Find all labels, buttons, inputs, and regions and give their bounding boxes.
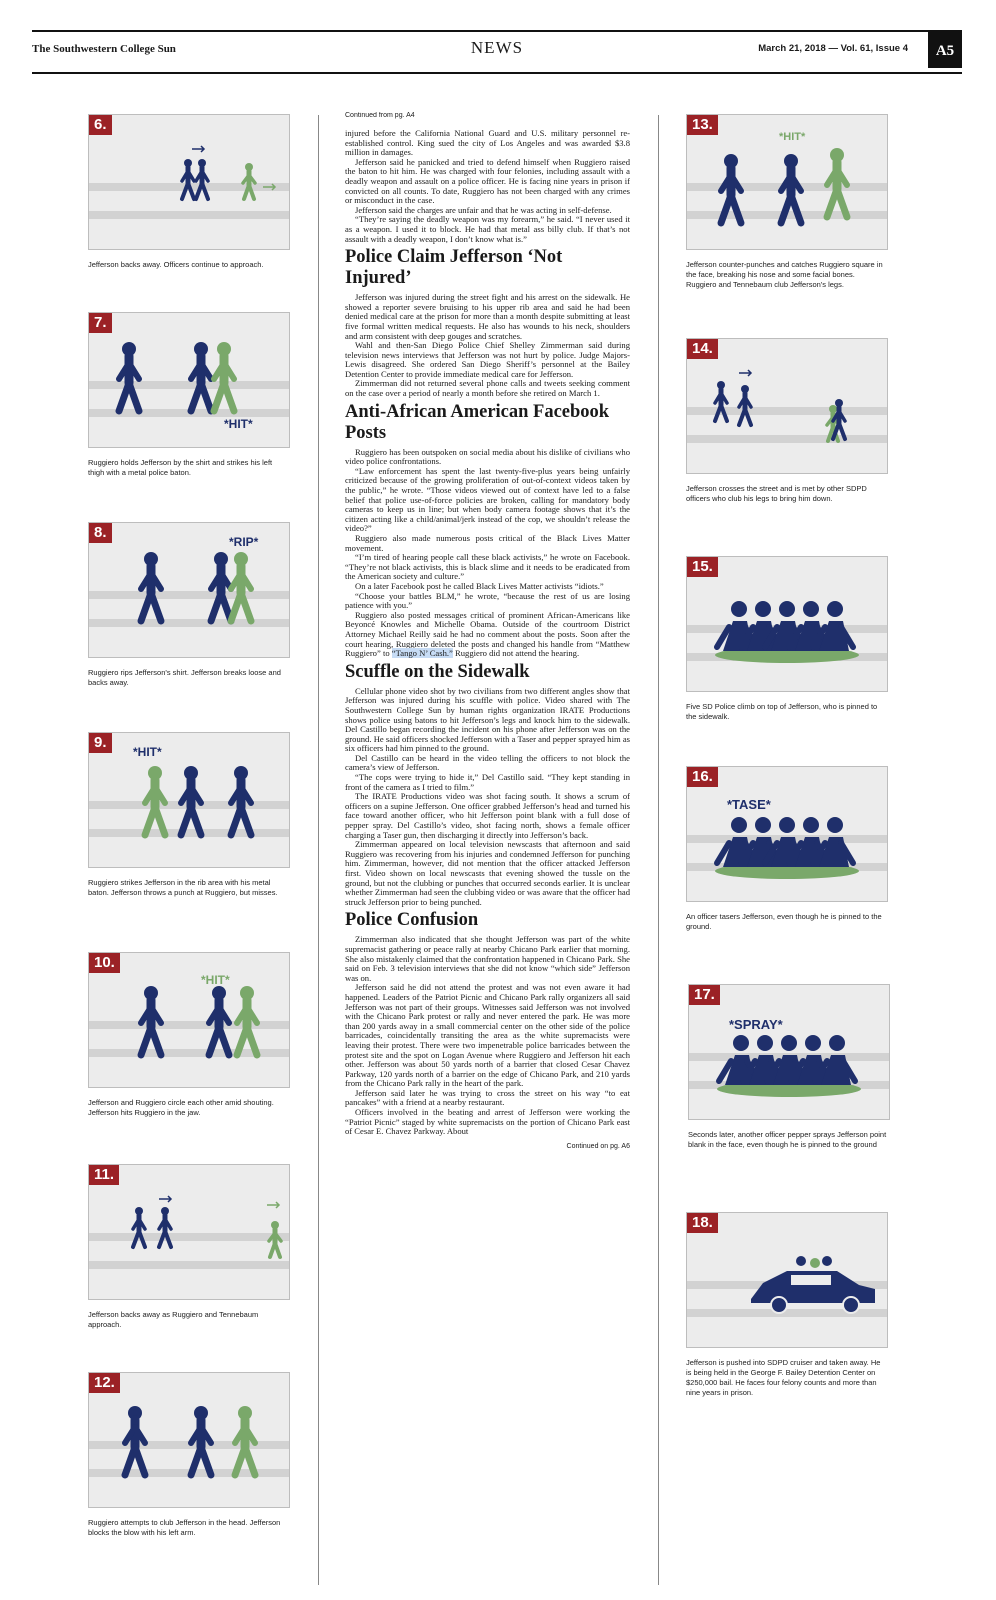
- panel-art: [89, 313, 289, 447]
- paragraph: Jefferson said he did not attend the protest and was not even aware it had happened. Leaders of the Patriot Picnic and Chicano Park rally organizers all said Jefferson was not part of their groups. Witnesses said Jefferson was not involved with the Chicano Park protest or rally and never entered the park. He was more than 200 yards away in a small commercial center on the other side of the police barricades, coincidentally transiting the area as the white supremacists were leaving their protest. There were two impenetrable police barricades between the protest site and the spot on Logan Avenue where Ruggiero and Jefferson hit each other. Jefferson was about 50 yards north of a barrier that closed Cesar Chavez Parkway, 120 yards north of a barrier on the edge of Chicano Park, and 210 yards from the Chicano Park rally in the heart of the park.: [345, 982, 630, 1089]
- comic-panel-18: [686, 1212, 886, 1398]
- sound-effect: *RIP*: [229, 535, 259, 549]
- panel-caption: Jefferson crosses the street and is met by other SDPD officers who club his legs to bring him down.: [686, 484, 867, 503]
- comic-panel-13: [686, 114, 886, 290]
- sound-effect: *SPRAY*: [729, 1017, 783, 1032]
- panel-illustration: [88, 1372, 290, 1508]
- comic-panel-10: [88, 952, 288, 1118]
- panel-illustration: [686, 556, 888, 692]
- panel-art: [89, 1373, 289, 1507]
- paragraph: [345, 611, 630, 659]
- paragraph: Officers involved in the beating and arrest of Jefferson were working the “Patriot Picnic” staged by white supremacists on the portion of Chicano Park east of Cesar E. Chavez Parkway. About: [345, 1107, 630, 1137]
- page-number: A5: [928, 32, 962, 68]
- paragraph-text: Ruggiero also posted messages critical of prominent African-Americans like Beyoncé Knowles and Michelle Obama. Outside of the courtroom District Attorney Michael Reilly said he had no comment about the posts. Soon after the court hearing, Ruggiero deleted the posts and changed his handle from “Matthew Ruggiero” to: [345, 609, 630, 659]
- subheading: Police Confusion: [345, 910, 479, 931]
- panel-caption: Ruggiero attempts to club Jefferson in the head. Jefferson blocks the blow with his left arm.: [88, 1518, 281, 1537]
- paragraph: “The cops were trying to hide it,” Del Castillo said. “They kept standing in front of the camera as I tried to film.”: [345, 772, 630, 792]
- panel-number: 11.: [89, 1165, 119, 1185]
- panel-illustration: [88, 114, 290, 250]
- panel-illustration: [686, 766, 888, 902]
- sound-effect: *HIT*: [224, 417, 253, 431]
- section-title: NEWS: [470, 38, 524, 57]
- comic-panel-8: [88, 522, 288, 688]
- panel-illustration: [686, 1212, 888, 1348]
- paragraph: “Choose your battles BLM,” he wrote, “because the rest of us are losing patience with you.”: [345, 590, 630, 611]
- panel-art: [687, 339, 887, 473]
- panel-art: [89, 733, 289, 867]
- paragraph: “They’re saying the deadly weapon was my forearm,” he said. “I never used it as a weapon. I used it to block. He had that metal ass billy club. If that’s not assault with a deadly weapon, I don’t know what is.”: [345, 214, 630, 244]
- paragraph: Jefferson said later he was trying to cross the street on his way “to eat pancakes” with a friend at a nearby restaurant.: [345, 1087, 630, 1108]
- panel-art: [687, 1213, 887, 1347]
- paragraph: The IRATE Productions video was shot facing south. It shows a scrum of officers on a supine Jefferson. One officer grabbed Jefferson’s head and turned his face toward another officer, who hit Jefferson point blank with a full dose of pepper spray. Del Castillo’s video, shot facing north, shows a female officer charging a Taser gun, then discharging it directly into Jefferson’s back.: [345, 791, 630, 840]
- continued-from: Continued from pg. A4: [345, 112, 415, 119]
- panel-number: 16.: [687, 767, 718, 787]
- paragraph: Zimmerman appeared on local television newscasts that afternoon and said Ruggiero was recovering from his injuries and condemned Jefferson for punching him. Zimmerman, however, did not mention that the officer attacked Jefferson first. Video shown on local newscasts that evening showed the tussle on the ground, but not the clubbing or punches that occurred seconds earlier. It is unclear whether Zimmerman had seen the clubbing video or was aware that the officer had struck Jefferson prior to being punched.: [345, 839, 630, 907]
- comic-panel-14: [686, 338, 886, 504]
- panel-illustration: [88, 732, 290, 868]
- paragraph: On a later Facebook post he called Black Lives Matter activists “idiots.”: [355, 580, 604, 591]
- panel-caption: Jefferson and Ruggiero circle each other amid shouting. Jefferson hits Ruggiero in the jaw.: [88, 1098, 274, 1117]
- panel-number: 7.: [89, 313, 112, 333]
- subheading: Scuffle on the Sidewalk: [345, 661, 530, 682]
- paragraph: “I’m tired of hearing people call these black activists,” he wrote on Facebook. “They’re not black activists, this is black slime and it needs to be eradicated from the American society and culture.”: [345, 552, 630, 582]
- sound-effect: *HIT*: [201, 973, 230, 987]
- comic-panel-12: [88, 1372, 288, 1538]
- masthead: [32, 30, 962, 74]
- column-rule-right: [658, 115, 659, 1585]
- subheading: Anti-African American Facebook Posts: [345, 401, 610, 443]
- continued-on: Continued on pg. A6: [566, 1142, 630, 1150]
- panel-number: 13.: [687, 115, 718, 135]
- article-column: [345, 112, 630, 1582]
- paper-name: The Southwestern College Sun: [32, 43, 176, 55]
- panel-caption: Jefferson backs away as Ruggiero and Tennebaum approach.: [88, 1310, 259, 1329]
- panel-illustration: [688, 984, 890, 1120]
- panel-caption: Jefferson backs away. Officers continue to approach.: [88, 260, 264, 269]
- panel-number: 8.: [89, 523, 112, 543]
- panel-caption: Jefferson is pushed into SDPD cruiser and taken away. He is being held in the George F. Bailey Detention Center on $250,000 bail. He faces four felony counts and more than nine years in prison.: [686, 1358, 881, 1397]
- comic-panel-7: [88, 312, 288, 478]
- paragraph: Cellular phone video shot by two civilians from two different angles show that Jefferson was injured during his scuffle with police. Video shared with The Southwestern College Sun by human rights organization IRATE Productions shows police using batons to hit Jefferson’s legs and knock him to the sidewalk. Del Castillo began recording the incident on his phone after Jefferson was on the ground. He said officers shocked Jefferson with a Taser and pepper sprayed him as six officers had him pinned to the ground.: [345, 685, 630, 754]
- paragraph: Del Castillo can be heard in the video telling the officers to not block the camera’s view of Jefferson.: [345, 752, 630, 773]
- subheading: Police Claim Jefferson ‘Not Injured’: [345, 247, 563, 289]
- paragraph: Ruggiero also made numerous posts critical of the Black Lives Matter movement.: [345, 533, 630, 553]
- paragraph: Ruggiero has been outspoken on social media about his dislike of civilians who video police confrontations.: [345, 446, 630, 467]
- highlighted-text[interactable]: “Tango N’ Cash.”: [391, 648, 453, 659]
- panel-caption: Ruggiero rips Jefferson's shirt. Jefferson breaks loose and backs away.: [88, 668, 281, 687]
- panel-illustration: [88, 952, 290, 1088]
- panel-number: 6.: [89, 115, 112, 135]
- comic-panel-16: [686, 766, 886, 932]
- comic-panel-9: [88, 732, 288, 898]
- panel-caption: Jefferson counter-punches and catches Ruggiero square in the face, breaking his nose and some facial bones. Ruggiero and Tennebaum club Jefferson's legs.: [686, 260, 883, 289]
- paragraph-text: Ruggiero did not attend the hearing.: [452, 648, 580, 659]
- issue-info: March 21, 2018 — Vol. 61, Issue 4: [758, 43, 908, 54]
- panel-caption: Ruggiero holds Jefferson by the shirt and strikes his left thigh with a metal police baton.: [88, 458, 273, 477]
- panel-art: [687, 767, 887, 901]
- panel-art: [89, 523, 289, 657]
- sound-effect: *HIT*: [133, 745, 162, 759]
- comic-panel-17: [688, 984, 888, 1150]
- panel-illustration: [88, 522, 290, 658]
- panel-number: 12.: [89, 1373, 120, 1393]
- panel-art: [689, 985, 889, 1119]
- panel-number: 9.: [89, 733, 112, 753]
- paragraph: Jefferson was injured during the street fight and his arrest on the sidewalk. He showed a reporter severe bruising to his upper rib area and said he had been denied medical care at the prison for more than a month despite submitting at least five formal written medical requests. He also has wounds to his neck, shoulders and arm consistent with deep gouges and scratches.: [345, 292, 630, 341]
- paragraph: “Law enforcement has spent the last twenty-five-plus years being unfairly criticized because of the growing proliferation of out-of-context videos taken by the public,” he wrote. “Those videos viewed out of context have led to a false belief that police use-of-force policies are broken, calling for mandatory body cameras to keep us in line; but when body camera footage shows that it’s the citizen acting like a child/animal/jerk instead of the cop, we shouldn’t release the video?”: [345, 465, 630, 534]
- panel-art: [89, 953, 289, 1087]
- panel-caption: Five SD Police climb on top of Jefferson, who is pinned to the sidewalk.: [686, 702, 878, 721]
- panel-art: [89, 1165, 289, 1299]
- panel-illustration: [686, 114, 888, 250]
- panel-number: 14.: [687, 339, 718, 359]
- paragraph: Zimmerman also indicated that she thought Jefferson was part of the white supremacist gathering or peace rally at nearby Chicano Park earlier that morning. She also mistakenly claimed that the confrontation happened in Chicano Park. She said on Feb. 3 television interviews that she did not know “which side” Jefferson was on.: [345, 934, 630, 983]
- panel-number: 10.: [89, 953, 120, 973]
- panel-illustration: [88, 312, 290, 448]
- column-rule-left: [318, 115, 319, 1585]
- paragraph: Jefferson said the charges are unfair and that he was acting in self-defense.: [355, 204, 612, 215]
- panel-number: 15.: [687, 557, 718, 577]
- panel-caption: Ruggiero strikes Jefferson in the rib area with his metal baton. Jefferson throws a punch at Ruggiero, but misses.: [88, 878, 278, 897]
- paragraph: Zimmerman did not returned several phone calls and tweets seeking comment on the case over a period of nearly a month before she retired on March 1.: [345, 378, 630, 399]
- panel-number: 17.: [689, 985, 720, 1005]
- panel-art: [89, 115, 289, 249]
- panel-illustration: [88, 1164, 290, 1300]
- comic-panel-15: [686, 556, 886, 722]
- comic-panel-6: [88, 114, 288, 270]
- sound-effect: *HIT*: [779, 131, 806, 143]
- sound-effect: *TASE*: [727, 797, 771, 812]
- panel-caption: An officer tasers Jefferson, even though he is pinned to the ground.: [686, 912, 882, 931]
- panel-number: 18.: [687, 1213, 718, 1233]
- comic-panel-11: [88, 1164, 288, 1330]
- panel-caption: Seconds later, another officer pepper sprays Jefferson point blank in the face, even though he is pinned to the ground: [688, 1130, 887, 1149]
- paragraph: Wahl and then-San Diego Police Chief Shelley Zimmerman said during television news interviews that Jefferson was not hurt by police. Judge Majors-Lewis disagreed. She ordered San Diego Sheriff’s personnel at the Bailey Detention Center to provide immediate medical care for Jefferson.: [345, 340, 630, 379]
- panel-illustration: [686, 338, 888, 474]
- paragraph: Jefferson said he panicked and tried to defend himself when Ruggiero raised the baton to hit him. He was charged with four felonies, including assault with a deadly weapon and assault on a police officer. He is facing nine years in prison if convicted on all counts. To date, Ruggiero has not been charged with any crimes or misconduct in the case.: [345, 156, 630, 206]
- panel-art: [687, 557, 887, 691]
- paragraph: injured before the California National Guard and U.S. military personnel re-established control. King sued the city of Los Angeles and was awarded $3.8 million in damages.: [345, 128, 630, 158]
